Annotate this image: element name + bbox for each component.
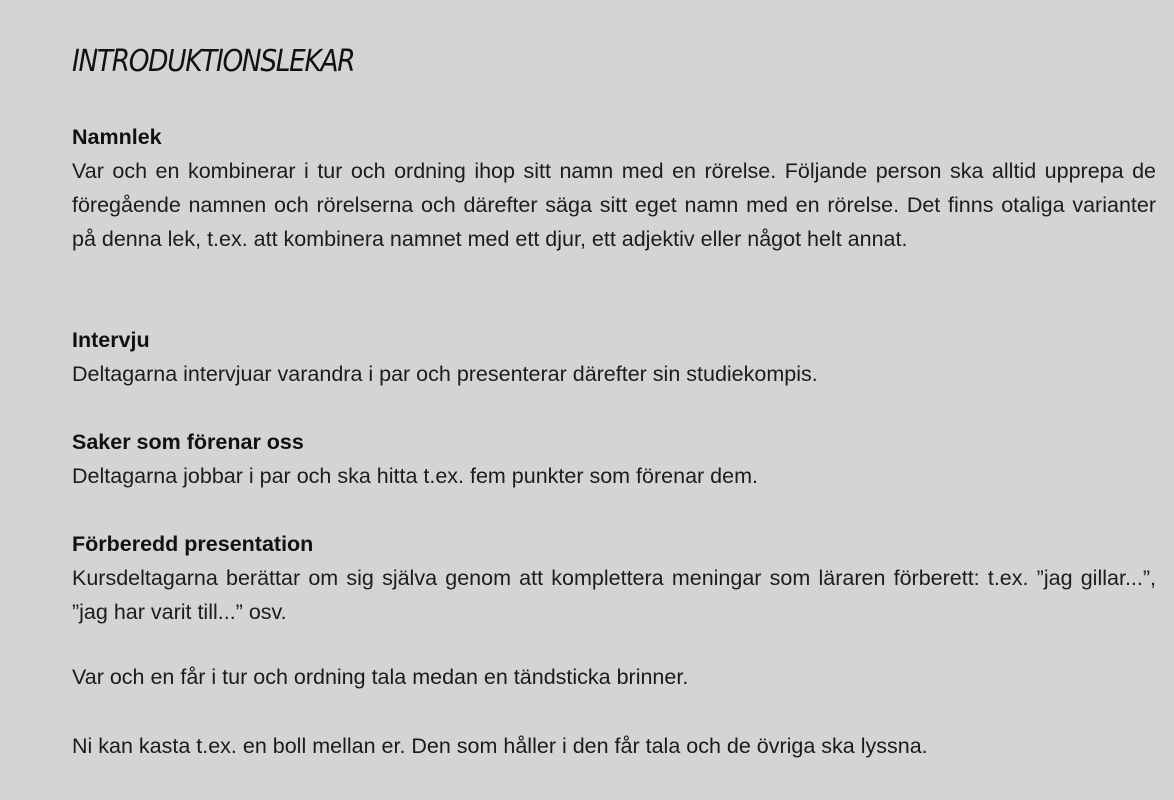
section-saker-som-forenar-oss [72, 425, 1156, 493]
section-heading: Saker som förenar oss [72, 430, 304, 454]
section-heading: Intervju [72, 328, 150, 352]
paragraph-tandsticka: Var och en får i tur och ordning tala medan en tändsticka brinner. [72, 665, 689, 689]
section-text: Kursdeltagarna berättar om sig själva genom att komplettera meningar som läraren förberett: t.ex. ”jag gillar...”, ”jag har varit till...” osv. [72, 566, 1156, 624]
section-text: Deltagarna jobbar i par och ska hitta t.ex. fem punkter som förenar dem. [72, 464, 758, 488]
paragraph-boll: Ni kan kasta t.ex. en boll mellan er. Den som håller i den får tala och de övriga ska lyssna. [72, 734, 928, 758]
page-title: INTRODUKTIONSLEKAR [72, 44, 355, 79]
section-heading: Namnlek [72, 125, 162, 149]
section-namnlek [72, 120, 1156, 256]
section-heading: Förberedd presentation [72, 532, 314, 556]
section-forberedd-presentation [72, 527, 1156, 629]
section-text: Var och en kombinerar i tur och ordning ihop sitt namn med en rörelse. Följande person ska alltid upprepa de föregående namnen och rörelserna och därefter säga sitt eget namn med en rörelse. Det finns otaliga varianter på denna lek, t.ex. att kombinera namnet med ett djur, ett adjektiv eller något helt annat. [72, 159, 1156, 251]
section-text: Deltagarna intervjuar varandra i par och presenterar därefter sin studiekompis. [72, 362, 818, 386]
section-intervju [72, 323, 1156, 391]
